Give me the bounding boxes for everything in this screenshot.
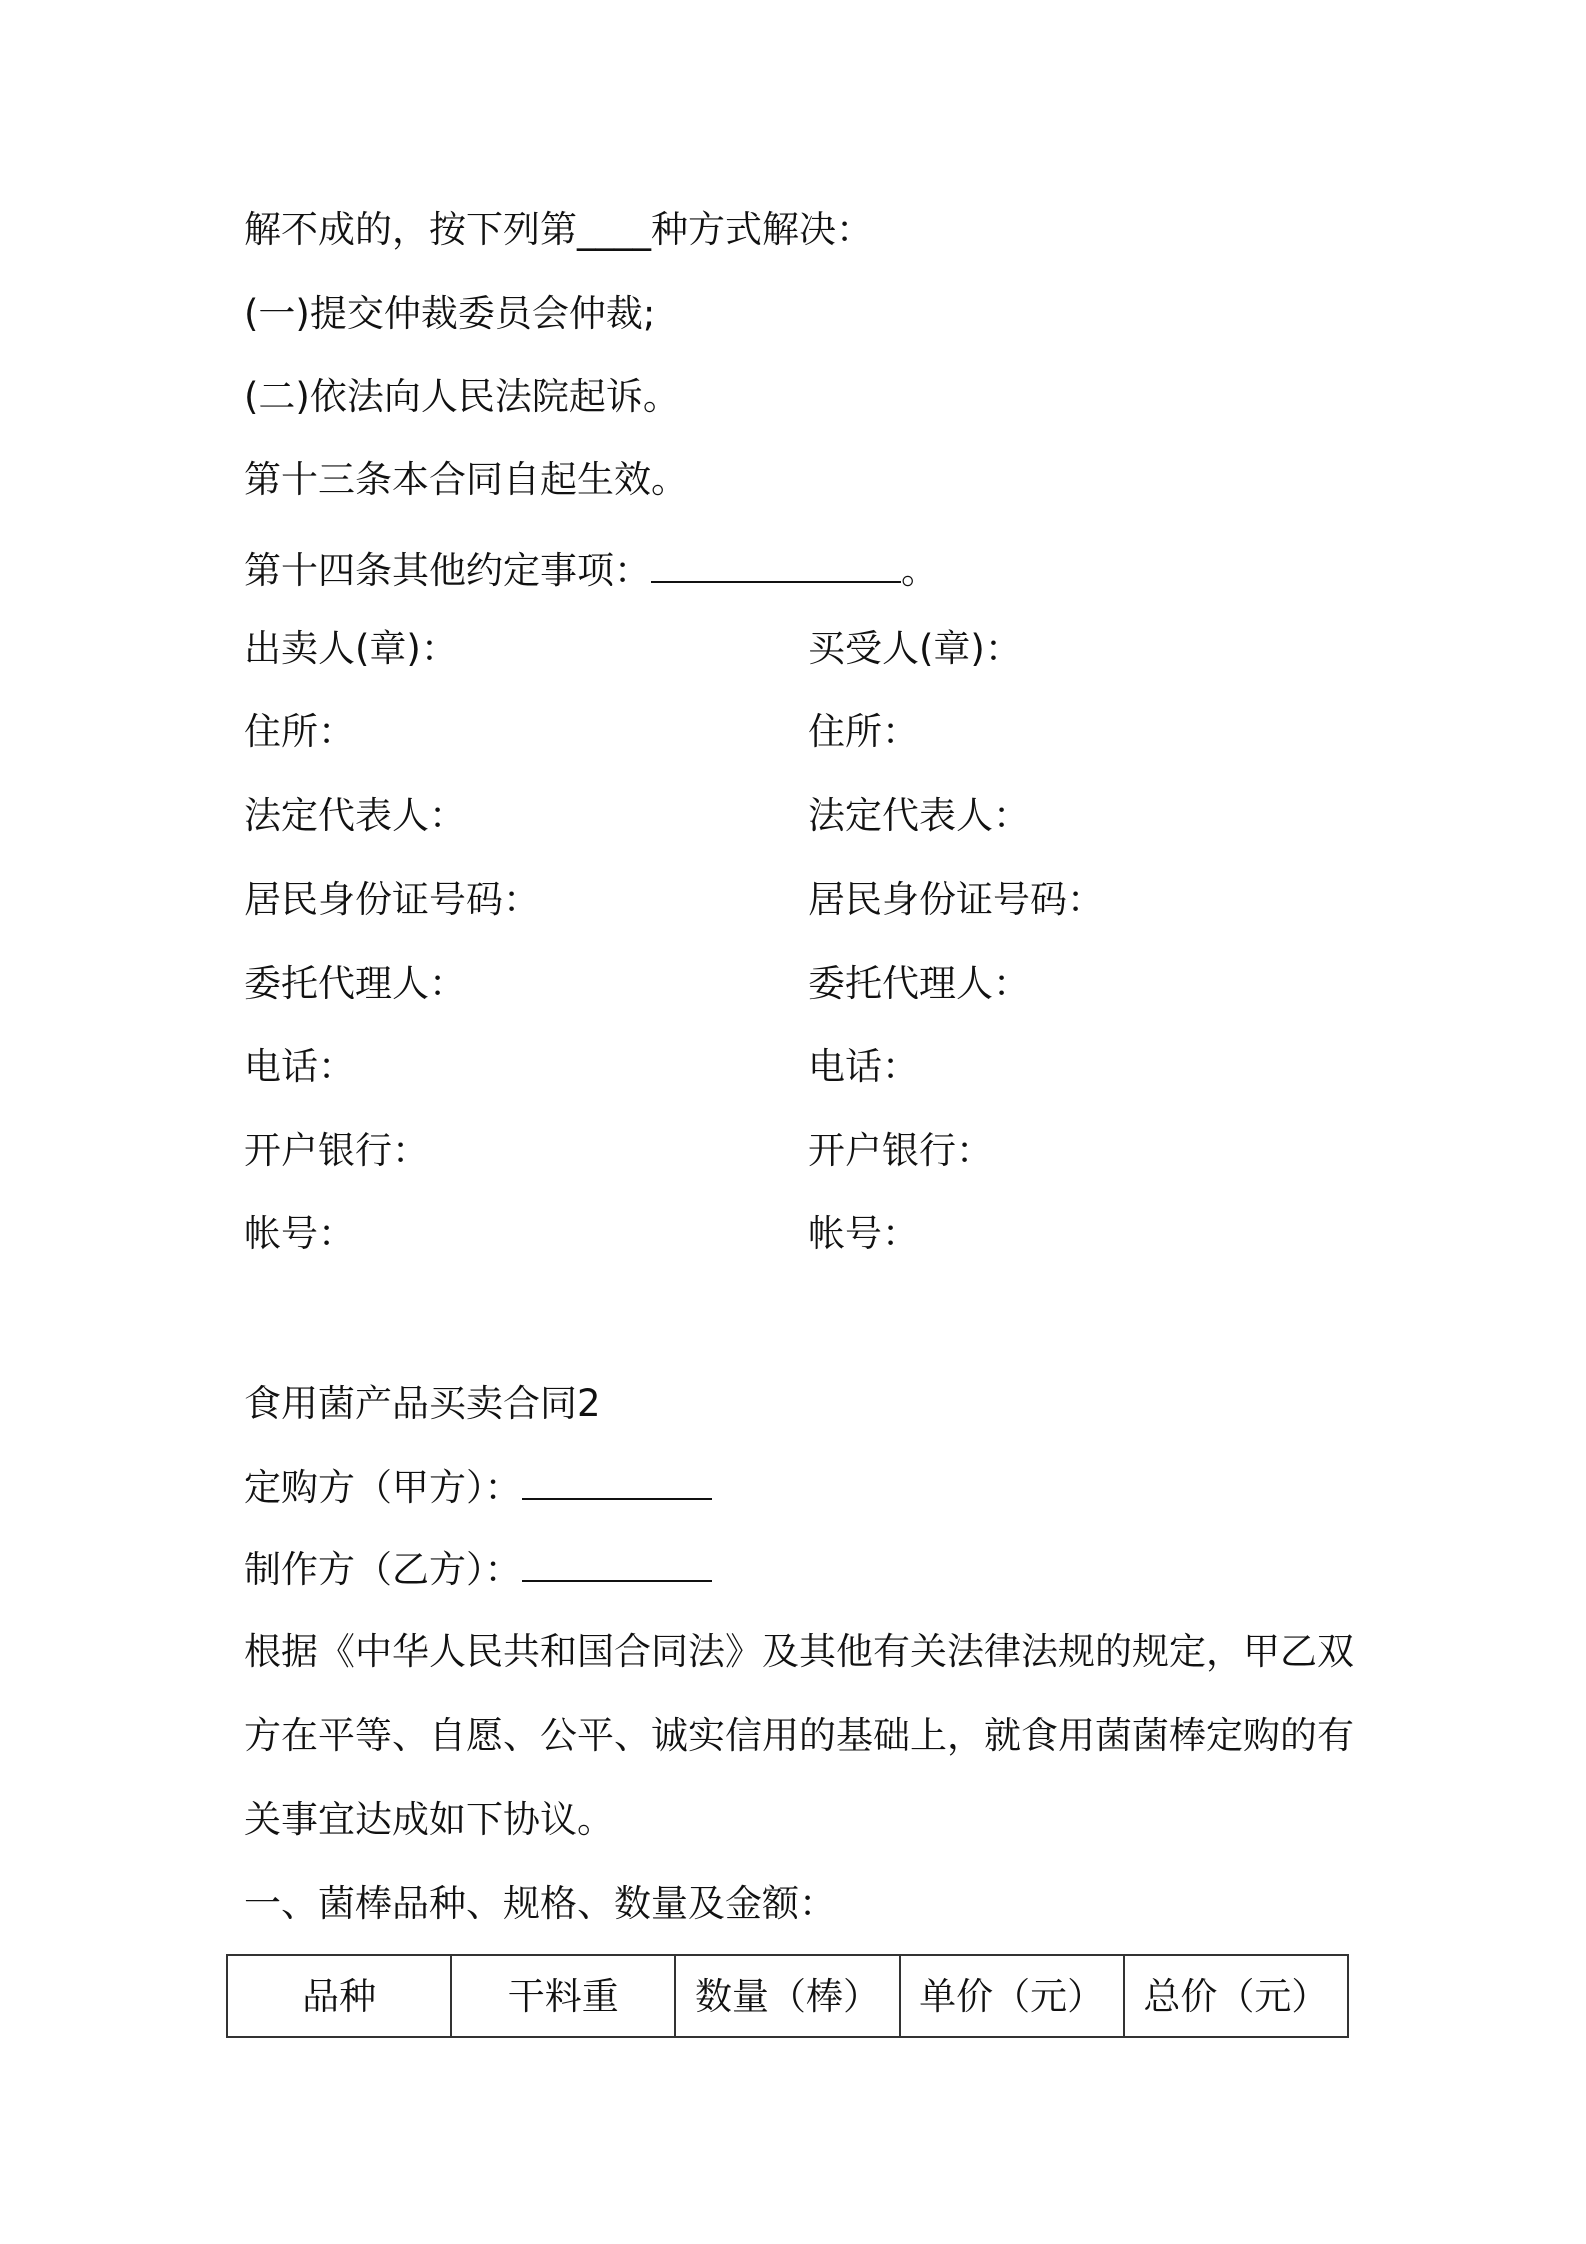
- preamble-line-3: 关事宜达成如下协议。: [244, 1798, 614, 1841]
- buyer-bank: 开户银行：: [808, 1129, 993, 1172]
- spec-table: [226, 1954, 1349, 2038]
- preamble-line-2: 方在平等、自愿、公平、诚实信用的基础上，就食用菌菌棒定购的有: [244, 1714, 1354, 1757]
- article-14-label: 第十四条其他约定事项：: [244, 549, 651, 592]
- seller-agent: 委托代理人：: [244, 962, 466, 1005]
- party-a-blank: [522, 1462, 712, 1500]
- party-a-line: [244, 1462, 712, 1512]
- header-quantity: 数量（棒）: [675, 1955, 899, 2037]
- buyer-phone: 电话：: [808, 1045, 919, 1088]
- buyer-account: 帐号：: [808, 1212, 919, 1255]
- seller-id-number: 居民身份证号码：: [244, 878, 540, 921]
- contract-2-title: 食用菌产品买卖合同2: [244, 1382, 601, 1425]
- article-14: [244, 545, 938, 595]
- buyer-legal-rep: 法定代表人：: [808, 794, 1030, 837]
- buyer-id-number: 居民身份证号码：: [808, 878, 1104, 921]
- article-14-blank: [651, 545, 901, 583]
- seller-bank: 开户银行：: [244, 1129, 429, 1172]
- seller-phone: 电话：: [244, 1045, 355, 1088]
- seller-address: 住所：: [244, 710, 355, 753]
- header-variety: 品种: [227, 1955, 451, 2037]
- table-header-row: [227, 1955, 1348, 2037]
- option-litigation: (二)依法向人民法院起诉。: [244, 375, 680, 418]
- buyer-address: 住所：: [808, 710, 919, 753]
- seller-account: 帐号：: [244, 1212, 355, 1255]
- dispute-resolution-line: 解不成的，按下列第____种方式解决：: [244, 208, 873, 251]
- party-a-label: 定购方（甲方）：: [244, 1466, 522, 1509]
- header-dry-weight: 干料重: [451, 1955, 675, 2037]
- party-b-line: [244, 1544, 712, 1594]
- buyer-agent: 委托代理人：: [808, 962, 1030, 1005]
- seller-seal: 出卖人(章)：: [244, 627, 458, 670]
- party-b-blank: [522, 1544, 712, 1582]
- buyer-seal: 买受人(章)：: [808, 627, 1022, 670]
- header-total-price: 总价（元）: [1124, 1955, 1348, 2037]
- seller-legal-rep: 法定代表人：: [244, 794, 466, 837]
- header-unit-price: 单价（元）: [900, 1955, 1124, 2037]
- article-13: 第十三条本合同自起生效。: [244, 458, 688, 501]
- party-b-label: 制作方（乙方）：: [244, 1548, 522, 1591]
- section-heading-1: 一、菌棒品种、规格、数量及金额：: [244, 1882, 836, 1925]
- article-14-end: 。: [901, 549, 938, 592]
- option-arbitration: (一)提交仲裁委员会仲裁;: [244, 292, 656, 335]
- preamble-line-1: 根据《中华人民共和国合同法》及其他有关法律法规的规定，甲乙双: [244, 1630, 1354, 1673]
